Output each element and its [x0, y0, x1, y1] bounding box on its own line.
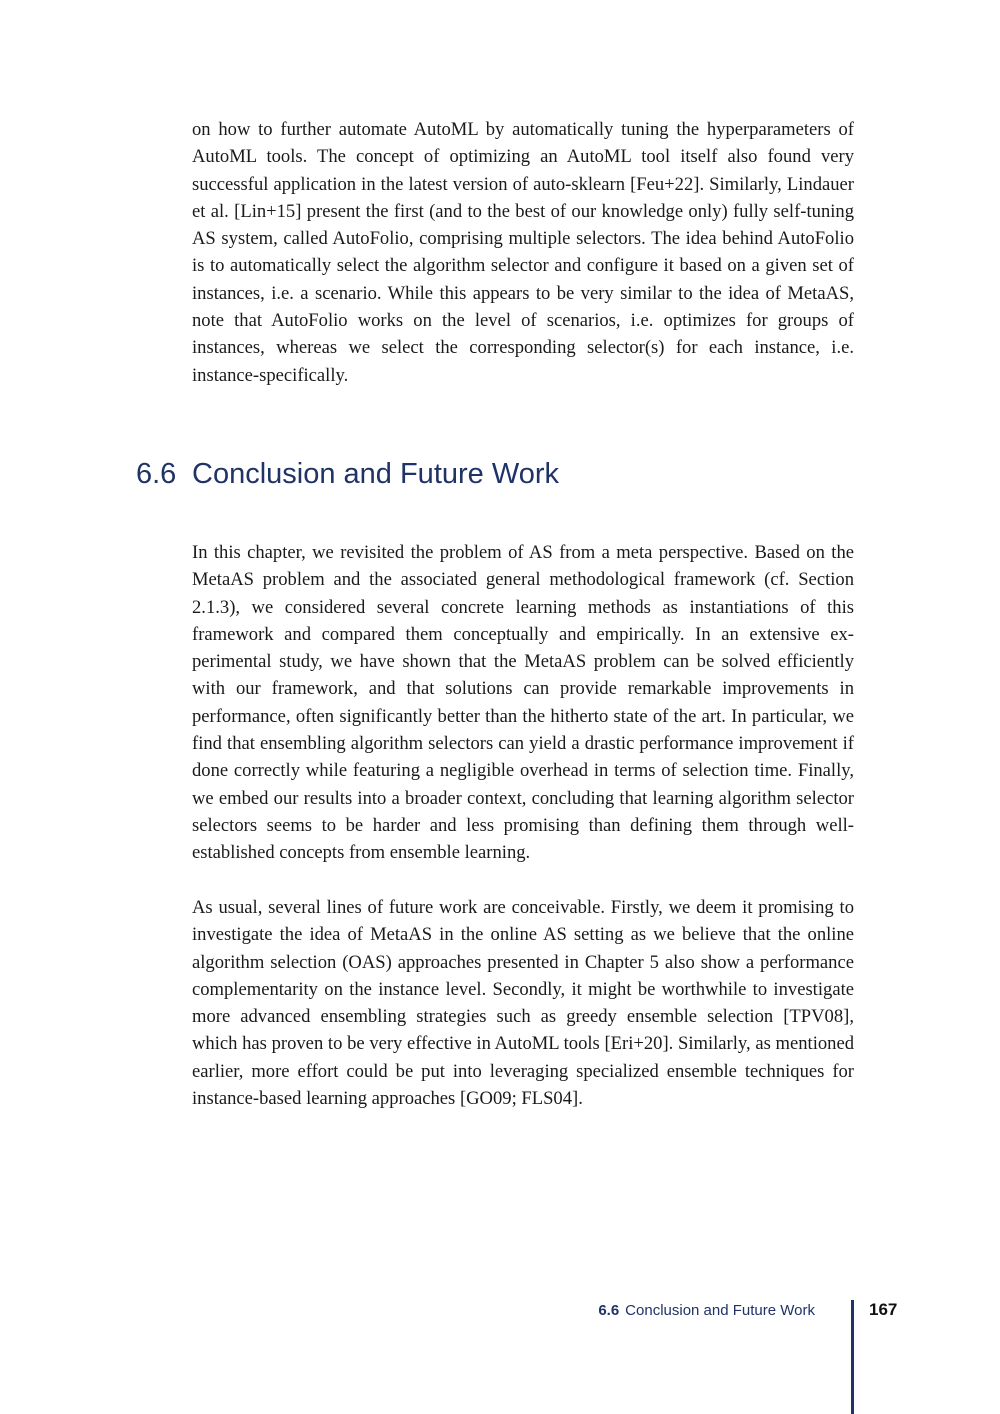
running-header-section-title: Conclusion and Future Work — [625, 1302, 815, 1319]
section-title: Conclusion and Future Work — [192, 458, 559, 490]
section-number: 6.6 — [136, 458, 177, 490]
running-header — [598, 1301, 815, 1321]
paragraph-intro: on how to further automate AutoML by automatically tuning the hyperparameters of AutoML tools. The concept of optimizing an AutoML tool itself also found very successful application in the latest version of auto-sklearn [Feu+22]. Similarly, Lindauer et al. [Lin+15] present the first (and to the best of our knowledge only) fully self-tuning AS system, called AutoFolio, comprising multiple selectors. The idea behind AutoFolio is to automatically select the algorithm selector and configure it based on a given set of instances, i.e. a scenario. While this appears to be very similar to the idea of MetaAS, note that AutoFolio works on the level of scenarios, i.e. optimizes for groups of instances, whereas we select the corresponding selector(s) for each instance, i.e. instance-specifically. — [192, 119, 854, 386]
page-number: 167 — [869, 1300, 898, 1319]
paragraph-future-work: As usual, several lines of future work are conceivable. Firstly, we deem it promising to investigate the idea of MetaAS in the online AS setting as we believe that the online algorithm selection (OAS) approaches presented in Chapter 5 also show a performance complementarity on the instance level. Secondly, it might be worthwhile to investigate more advanced ensembling strategies such as greedy ensemble selection [TPV08], which has proven to be very effective in AutoML tools [Eri+20]. Similarly, as mentioned earlier, more effort could be put into leveraging specialized ensemble techniques for instance-based learning approaches [GO09; FLS04]. — [192, 897, 854, 1110]
paragraph-conclusion: In this chapter, we revisited the problem of AS from a meta perspective. Based on the MetaAS problem and the associated general methodological framework (cf. Section 2.1.3), we considered several concrete learning methods as instantiations of this framework and compared them conceptually and empirically. In an extensive experimental study, we have shown that the MetaAS problem can be solved efficiently with our framework, and that solutions can provide remarkable improvements in performance, often significantly better than the hitherto state of the art. In particular, we find that ensembling algorithm selectors can yield a drastic performance improvement if done correctly while featuring a negligible overhead in terms of selection time. Finally, we embed our results into a broader context, concluding that learning algorithm selector selectors seems to be harder and less promising than defining them through well-established concepts from ensemble learning. — [192, 542, 854, 864]
footer-vertical-rule — [851, 1300, 854, 1414]
running-header-section-number: 6.6 — [598, 1302, 620, 1319]
section-heading — [136, 455, 559, 493]
